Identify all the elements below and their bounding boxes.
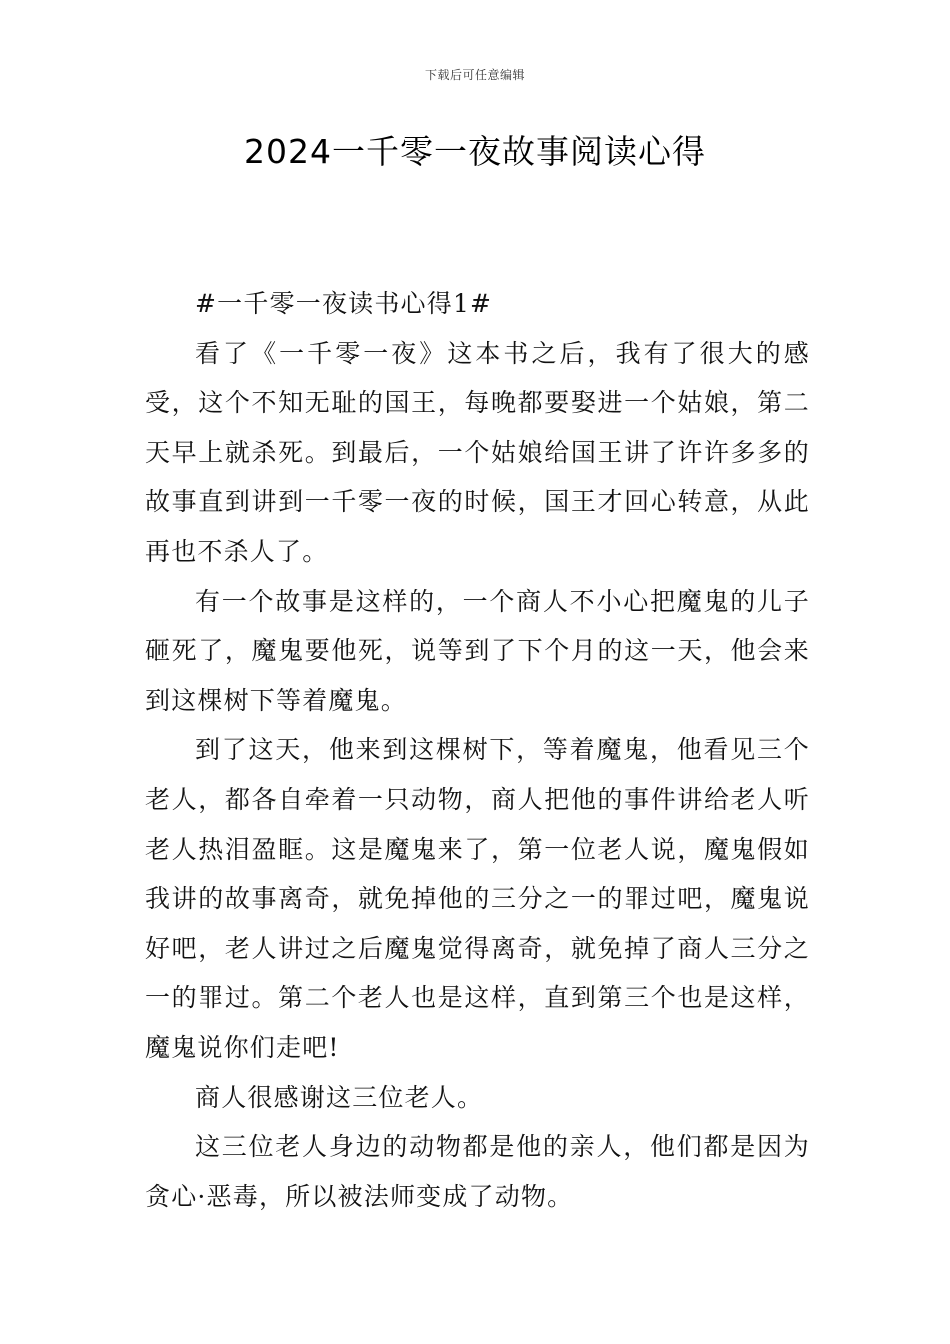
paragraph: 这三位老人身边的动物都是他的亲人，他们都是因为贪心·恶毒，所以被法师变成了动物。	[145, 1132, 810, 1211]
header-note: 下载后可任意编辑	[424, 68, 525, 82]
document-title: 2024一千零一夜故事阅读心得	[244, 132, 706, 171]
section-heading: #一千零一夜读书心得1#	[195, 289, 493, 318]
paragraph: 到了这天，他来到这棵树下，等着魔鬼，他看见三个老人，都各自牵着一只动物，商人把他的事件讲给老人听老人热泪盈眶。这是魔鬼来了，第一位老人说，魔鬼假如我讲的故事离奇，就免掉他的三分之一的罪过吧，魔鬼说好吧，老人讲过之后魔鬼觉得离奇，就免掉了商人三分之一的罪过。第二个老人也是这样，直到第三个也是这样，魔鬼说你们走吧!	[145, 735, 810, 1062]
paragraph: 有一个故事是这样的，一个商人不小心把魔鬼的儿子砸死了，魔鬼要他死，说等到了下个月的这一天，他会来到这棵树下等着魔鬼。	[145, 586, 810, 715]
document-body	[145, 279, 810, 1221]
paragraph: 看了《一千零一夜》这本书之后，我有了很大的感受，这个不知无耻的国王，每晚都要娶进一个姑娘，第二天早上就杀死。到最后，一个姑娘给国王讲了许许多多的故事直到讲到一千零一夜的时候，国王才回心转意，从此再也不杀人了。	[145, 338, 810, 566]
paragraph: 商人很感谢这三位老人。	[195, 1082, 484, 1112]
